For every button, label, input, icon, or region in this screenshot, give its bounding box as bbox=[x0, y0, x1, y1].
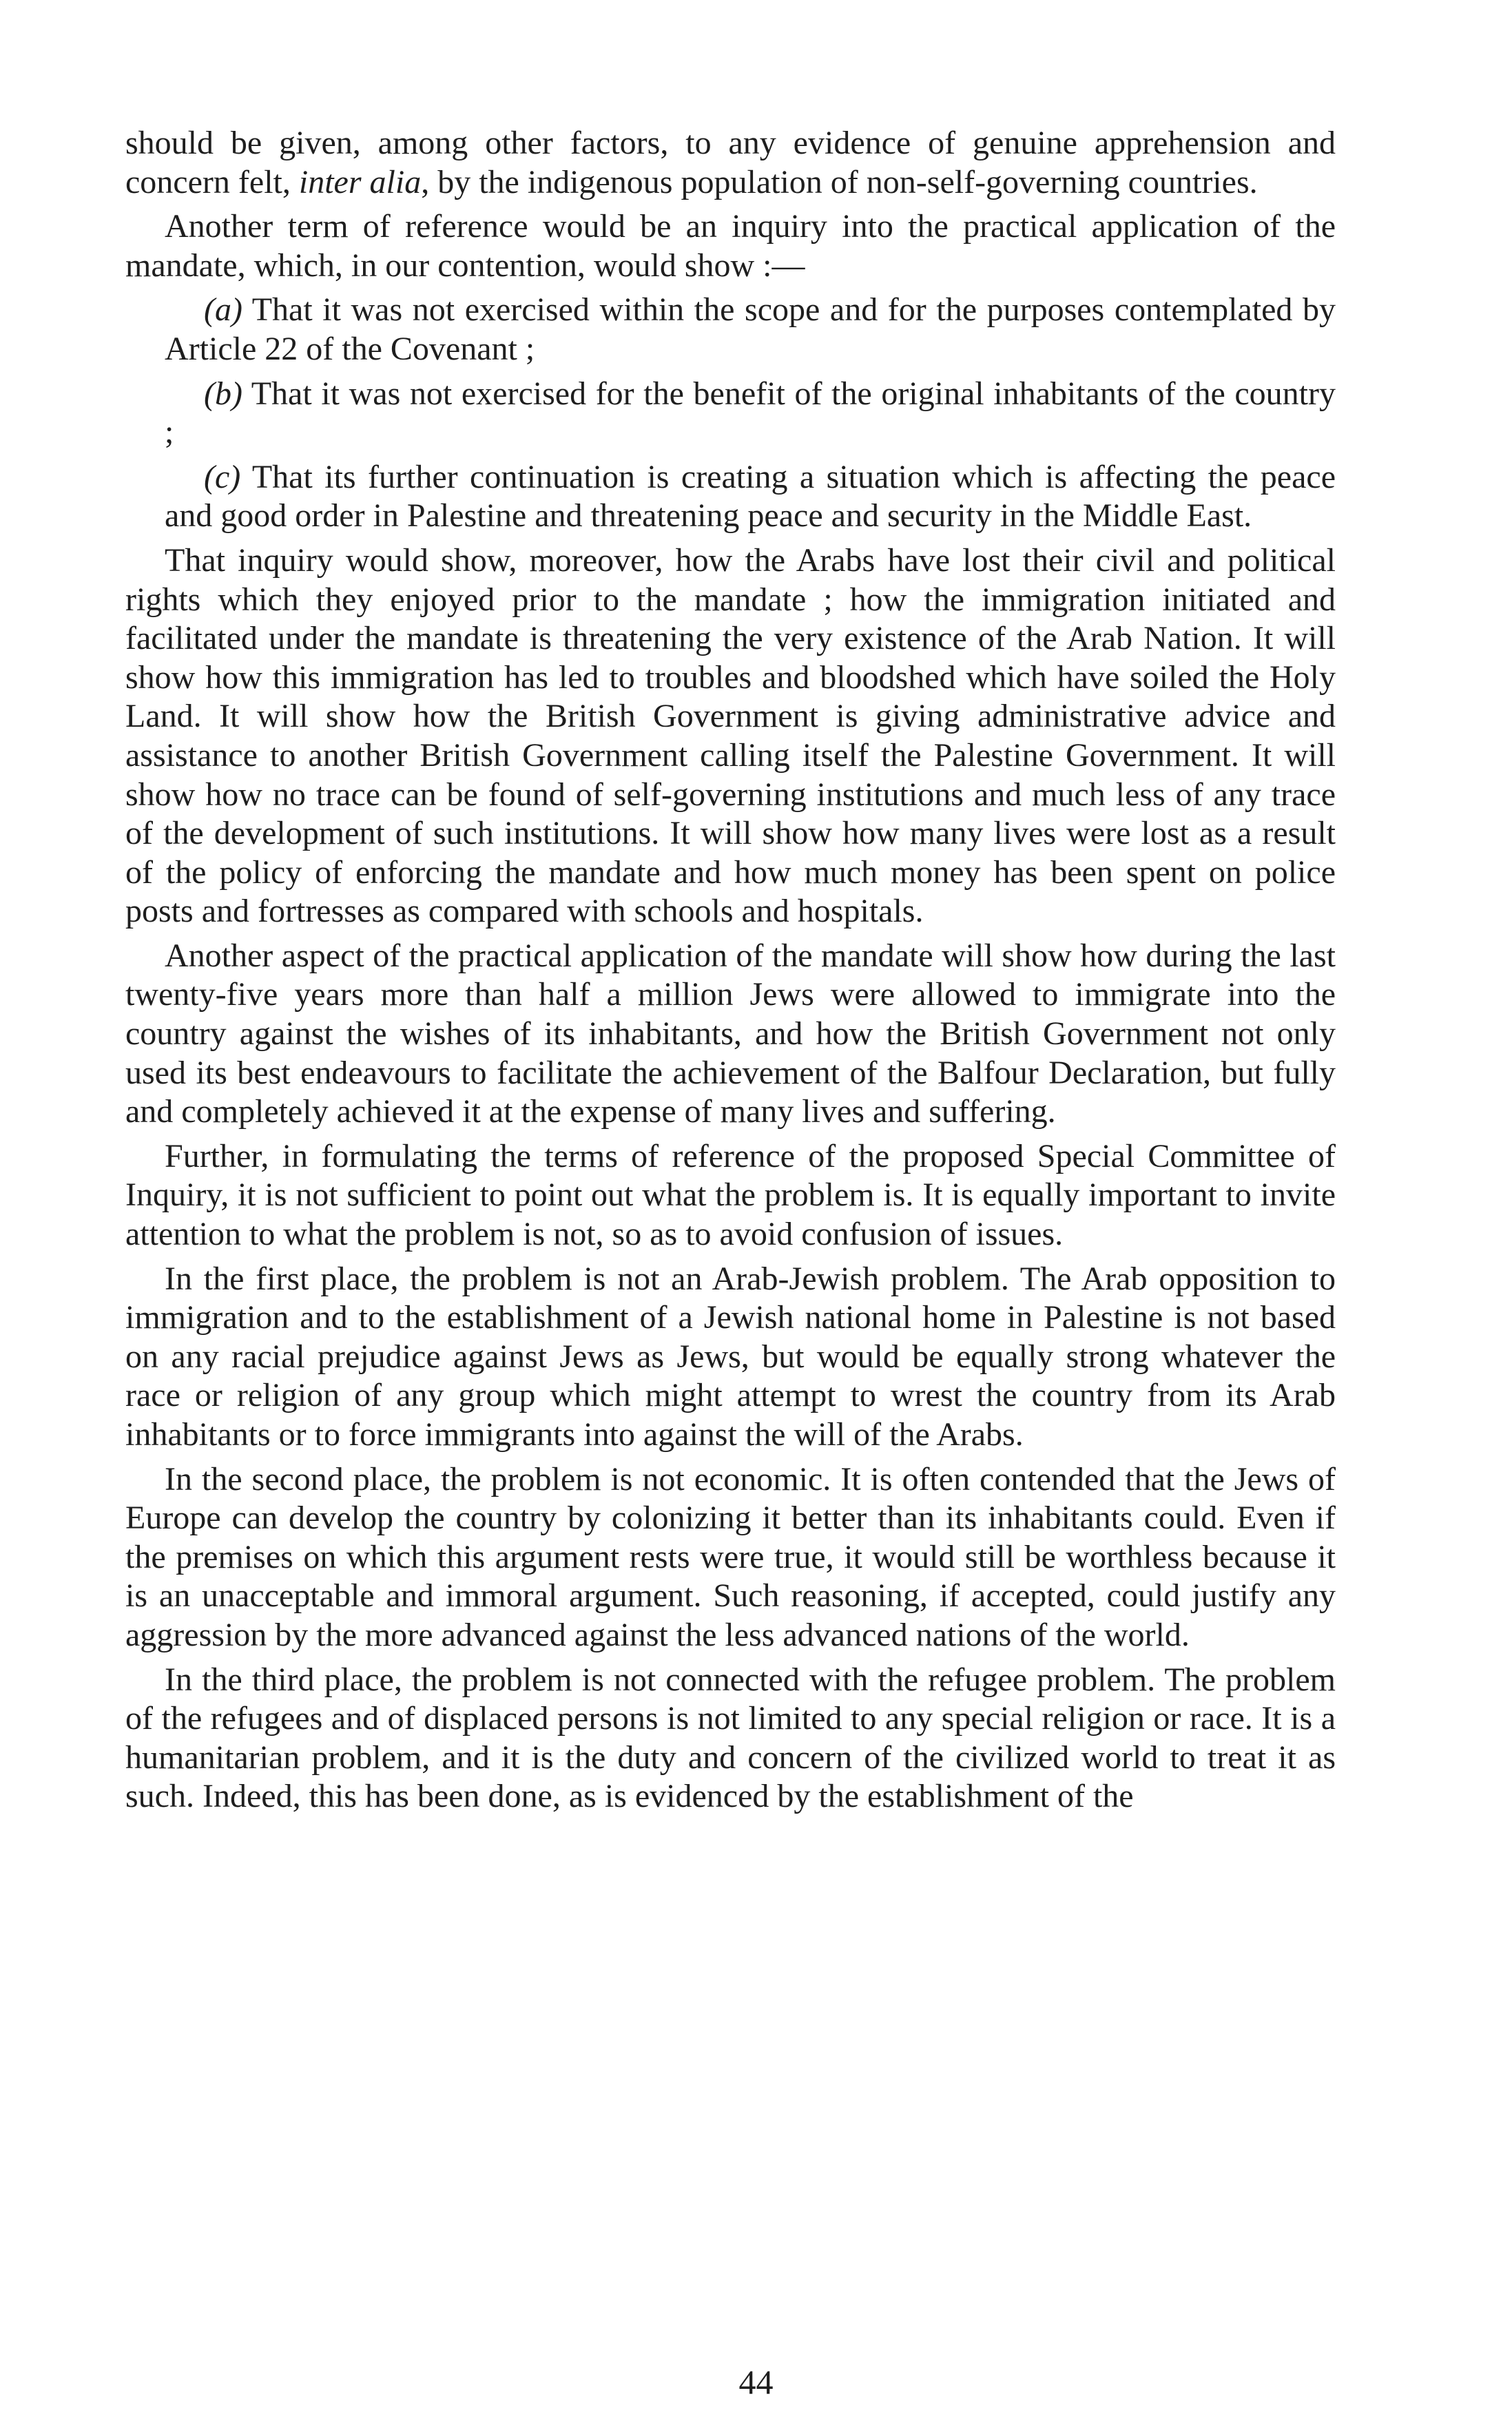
paragraph-first-place: In the first place, the problem is not an Arab-Jewish problem. The Arab opposition to immigration and to the establishment of a Jewish national home in Palestine is not based on any racial prejudice against Jews as Jews, but would be equally strong whatever the race or religion of any group which might attempt to wrest the country from its Arab inhabitants or to force immigrants into against the will of the Arabs. bbox=[125, 1260, 1336, 1453]
paragraph-text: should be given, among other factors, to any evidence of genuine apprehension and concern felt, bbox=[125, 125, 1336, 200]
list-item-a bbox=[125, 291, 1336, 369]
list-text-b: That it was not exercised for the benefit of the original inhabitants of the country ; bbox=[165, 375, 1336, 451]
paragraph-second-place: In the second place, the problem is not economic. It is often contended that the Jews of Europe can develop the country by colonizing it better than its inhabitants could. Even if the premises on which this argument rests were true, it would still be worthless because it is an unacceptable and immoral argument. Such reasoning, if accepted, could justify any aggression by the more advanced against the less advanced nations of the world. bbox=[125, 1460, 1336, 1653]
list-item-c bbox=[125, 458, 1336, 536]
paragraph-text: , by the indigenous population of non-self-governing countries. bbox=[421, 163, 1258, 200]
body-text bbox=[125, 124, 1336, 1822]
paragraph-third-place: In the third place, the problem is not connected with the refugee problem. The problem of the refugees and of displaced persons is not limited to any special religion or race. It is a humanitarian problem, and it is the duty and concern of the civilized world to treat it as such. Indeed, this has been done, as is evidenced by the establishment of the bbox=[125, 1661, 1336, 1815]
list-text-c: That its further continuation is creating a situation which is affecting the peace and good order in Palestine and threatening peace and security in the Middle East. bbox=[165, 458, 1336, 535]
list-marker-b: (b) bbox=[204, 375, 242, 412]
list-marker-a: (a) bbox=[204, 291, 242, 329]
list-item-b bbox=[125, 375, 1336, 453]
page-number: 44 bbox=[738, 2363, 774, 2401]
paragraph-inquiry: That inquiry would show, moreover, how the Arabs have lost their civil and political rights which they enjoyed prior to the mandate ; how the immigration initiated and facilitated under the mandate is threatening the very existence of the Arab Nation. It will show how this immigration has led to troubles and bloodshed which have soiled the Holy Land. It will show how the British Government is giving administrative advice and assistance to another British Government calling itself the Palestine Government. It will show how no trace can be found of self-governing institutions and much less of any trace of the development of such institutions. It will show how many lives were lost as a result of the policy of enforcing the mandate and how much money has been spent on police posts and fortresses as compared with schools and hospitals. bbox=[125, 541, 1336, 930]
italic-phrase: inter alia bbox=[298, 163, 422, 200]
list-marker-c: (c) bbox=[204, 458, 241, 495]
paragraph-continuation bbox=[125, 124, 1336, 202]
paragraph-practical-application: Another aspect of the practical application of the mandate will show how during the last twenty-five years more than half a million Jews were allowed to immigrate into the country against the wishes of its inhabitants, and how the British Government not only used its best endeavours to facilitate the achievement of the Balfour Declaration, but fully and completely achieved it at the expense of many lives and suffering. bbox=[125, 937, 1336, 1130]
paragraph-terms-of-reference: Another term of reference would be an inquiry into the practical application of the mandate, which, in our contention, would show :— bbox=[125, 208, 1336, 284]
list-text-a: That it was not exercised within the scope and for the purposes contemplated by Article 22 of the Covenant ; bbox=[165, 291, 1336, 367]
paragraph-terms-formulation: Further, in formulating the terms of reference of the proposed Special Committee of Inquiry, it is not sufficient to point out what the problem is. It is equally important to invite attention to what the problem is not, so as to avoid confusion of issues. bbox=[125, 1137, 1336, 1253]
